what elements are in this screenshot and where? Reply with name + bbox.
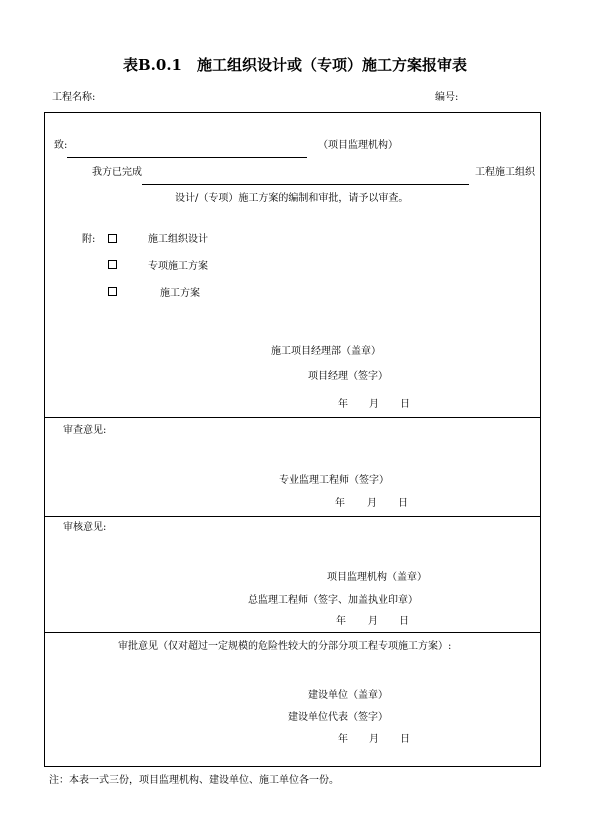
footnote: 注：本表一式三份，项目监理机构、建设单位、施工单位各一份。 [49, 775, 339, 786]
date-month: 月 [367, 498, 377, 509]
date-month: 月 [368, 616, 378, 627]
sign-person: 项目经理（签字） [308, 371, 388, 382]
to-label: 致: [54, 140, 68, 151]
section-divider [44, 632, 541, 633]
attachment-label: 施工组织设计 [148, 234, 208, 245]
date-year: 年 [338, 734, 348, 745]
form-title: 表B.0.1 施工组织设计或（专项）施工方案报审表 [123, 56, 467, 74]
recipient-field[interactable] [67, 157, 307, 158]
date-day: 日 [400, 399, 410, 410]
project-field[interactable] [142, 184, 469, 185]
completed-prefix: 我方已完成 [92, 167, 142, 178]
date-year: 年 [336, 616, 346, 627]
org-hint: （项目监理机构） [318, 140, 398, 151]
checkbox-org-design[interactable] [108, 234, 117, 243]
attach-label: 附: [82, 234, 96, 245]
date-month: 月 [369, 399, 379, 410]
approval-sign-org: 建设单位（盖章） [308, 690, 388, 701]
date-month: 月 [369, 734, 379, 745]
audit-sign-org: 项目监理机构（盖章） [327, 572, 427, 583]
number-label: 编号: [435, 92, 459, 103]
date-year: 年 [338, 399, 348, 410]
date-day: 日 [400, 734, 410, 745]
checkbox-construction-plan[interactable] [108, 287, 117, 296]
project-name-label: 工程名称: [52, 92, 96, 103]
audit-label: 审核意见: [63, 522, 107, 533]
review-label: 审查意见: [63, 425, 107, 436]
audit-sign-person: 总监理工程师（签字、加盖执业印章） [248, 595, 418, 606]
date-day: 日 [398, 498, 408, 509]
form-frame [44, 112, 541, 767]
checkbox-special-plan[interactable] [108, 260, 117, 269]
sign-dept: 施工项目经理部（盖章） [271, 346, 381, 357]
date-day: 日 [399, 616, 409, 627]
approval-sign-person: 建设单位代表（签字） [288, 712, 388, 723]
review-sign: 专业监理工程师（签字） [279, 475, 389, 486]
completed-suffix: 工程施工组织 [475, 167, 535, 178]
approval-label: 审批意见（仅对超过一定规模的危险性较大的分部分项工程专项施工方案）: [118, 641, 452, 652]
date-year: 年 [335, 498, 345, 509]
body-text: 设计/（专项）施工方案的编制和审批，请予以审查。 [175, 193, 409, 204]
attachment-label: 施工方案 [160, 288, 200, 299]
section-divider [44, 417, 541, 418]
section-divider [44, 516, 541, 517]
attachment-label: 专项施工方案 [148, 261, 208, 272]
